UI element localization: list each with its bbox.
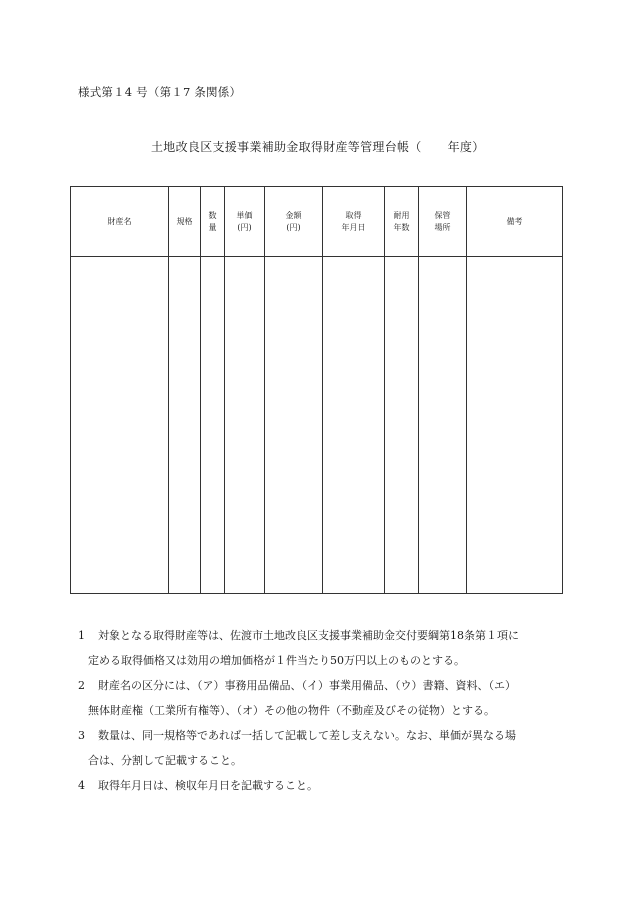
header-specification: 規格 [169,187,201,257]
header-property-name: 財産名 [71,187,169,257]
note-item [78,728,558,768]
property-ledger-table [70,186,563,594]
header-remarks: 備考 [467,187,563,257]
header-quantity: 数 量 [201,187,225,257]
cell-acquisition-date[interactable] [323,257,385,594]
header-storage-location: 保管 場所 [419,187,467,257]
note-number: 4 [78,779,85,792]
table-entry-row [71,257,563,594]
cell-amount[interactable] [265,257,323,594]
cell-specification[interactable] [169,257,201,594]
note-item [78,778,558,793]
note-line [78,778,558,793]
form-number: 様式第１4 号（第１7 条関係） [78,85,242,99]
note-text: 取得年月日は、検収年月日を記載すること。 [98,779,318,792]
note-line [78,728,558,743]
header-acquisition-date: 取得 年月日 [323,187,385,257]
header-unit-price: 単価 (円) [225,187,265,257]
note-number: 3 [78,729,85,742]
note-line: 定める取得価格又は効用の増加価格が１件当たり50万円以上のものとする。 [88,654,465,667]
cell-useful-life[interactable] [385,257,419,594]
header-useful-life: 耐用 年数 [385,187,419,257]
cell-storage-location[interactable] [419,257,467,594]
note-line: 合は、分割して記載すること。 [88,754,242,767]
cell-remarks[interactable] [467,257,563,594]
note-line [78,628,558,643]
cell-quantity[interactable] [201,257,225,594]
note-text: 対象となる取得財産等は、佐渡市土地改良区支援事業補助金交付要綱第18条第１項に [98,629,519,642]
note-line: 無体財産権（工業所有権等）、（オ）その他の物件（不動産及びその従物）とする。 [88,704,495,717]
note-line [78,678,558,693]
note-item [78,678,558,718]
note-item [78,628,558,668]
note-number: 1 [78,629,85,642]
document-title [151,138,485,155]
table-header-row [71,187,563,257]
note-text: 数量は、同一規格等であれば一括して記載して差し支えない。なお、単価が異なる場 [98,729,516,742]
document-title-main: 土地改良区支援事業補助金取得財産等管理台帳（ [151,140,422,154]
notes-section [78,628,558,803]
cell-property-name[interactable] [71,257,169,594]
document-title-end: 年度） [447,140,485,154]
note-text: 財産名の区分には、（ア）事務用品備品、（イ）事業用備品、（ウ）書籍、資料、（エ） [98,679,516,692]
header-amount: 金額 (円) [265,187,323,257]
cell-unit-price[interactable] [225,257,265,594]
note-number: 2 [78,679,85,692]
